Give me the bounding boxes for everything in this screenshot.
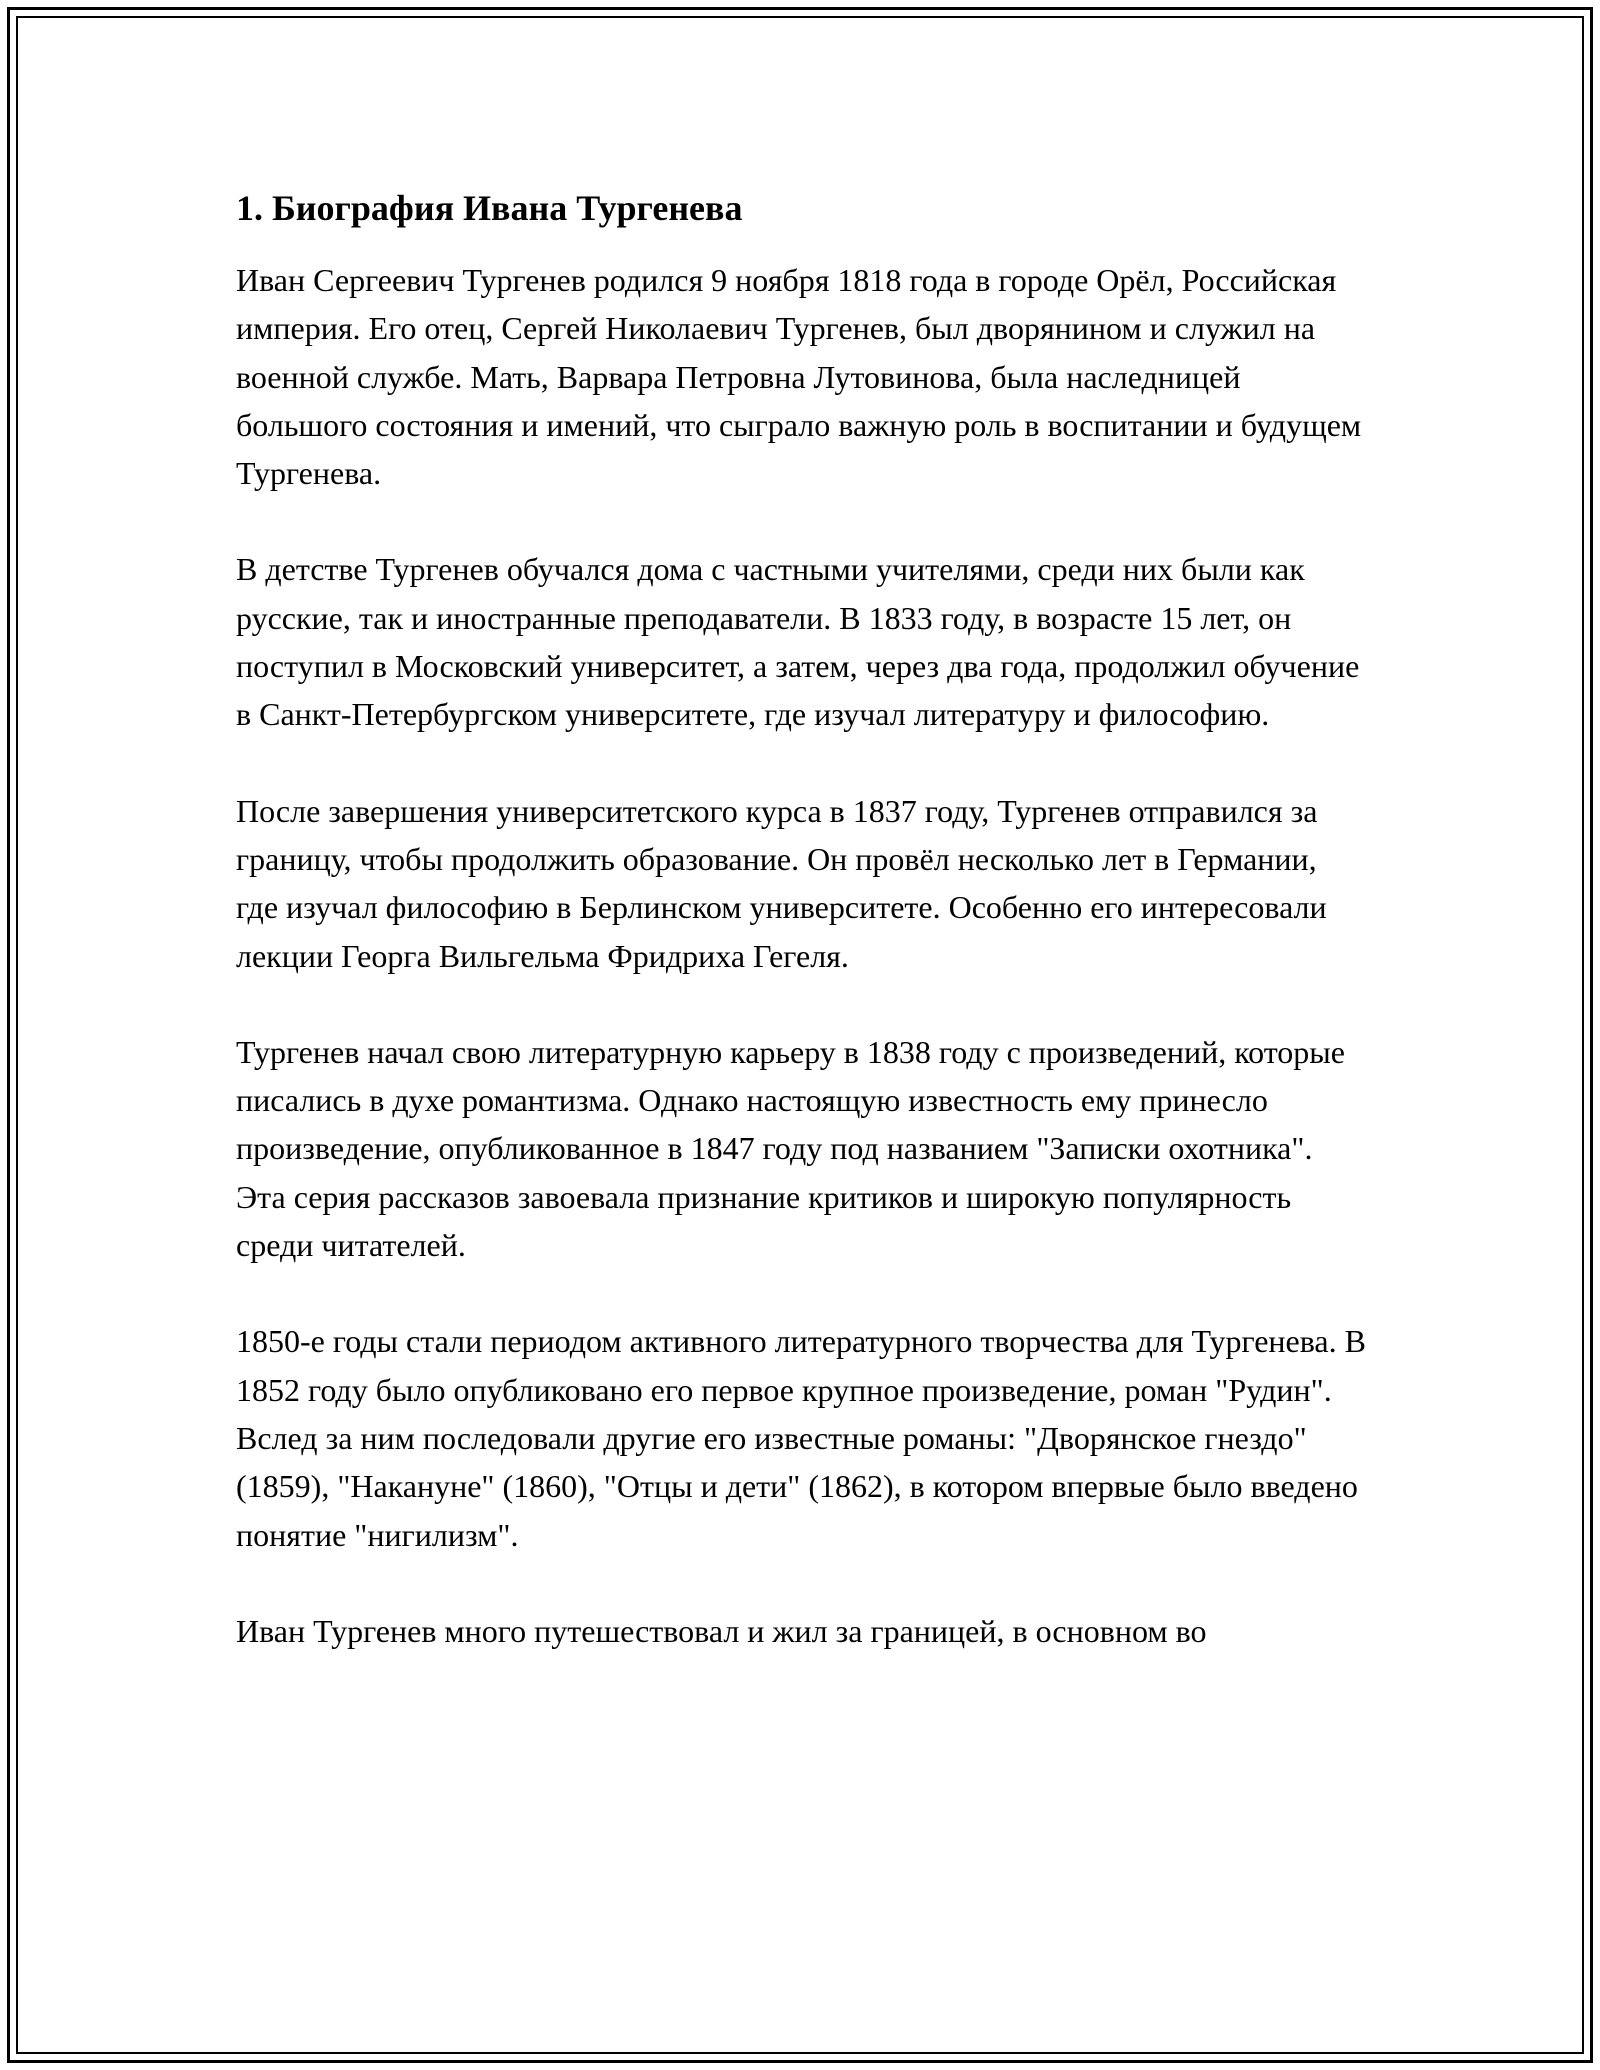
paragraph-germany: После завершения университетского курса в 1837 году, Тургенев отправился за границу, чтобы продолжить образование. Он провёл несколько лет в Германии, где изучал философию в Берлинском университете. Особенно его интересовали лекции Георга Вильгельма Фридриха Гегеля.: [236, 792, 1327, 974]
section-heading: 1. Биография Ивана Тургенева: [236, 188, 743, 228]
paragraph-literary-career: Тургенев начал свою литературную карьеру в 1838 году с произведений, которые писались в духе романтизма. Однако настоящую известность ему принесло произведение, опубликованное в 1847 году под названием "Записки охотника". Эта серия рассказов завоевала признание критиков и широкую популярность среди читателей.: [236, 1033, 1345, 1264]
paragraph-birth: Иван Сергеевич Тургенев родился 9 ноября 1818 года в городе Орёл, Российская империя. Его отец, Сергей Николаевич Тургенев, был дворянином и служил на военной службе. Мать, Варвара Петровна Лутовинова, была наследницей большого состояния и имений, что сыграло важную роль в воспитании и будущем Тургенева.: [236, 262, 1362, 492]
paragraph-1850s: 1850-е годы стали периодом активного литературного творчества для Тургенева. В 1852 году было опубликовано его первое крупное произведение, роман "Рудин". Вслед за ним последовали другие его известные романы: "Дворянское гнездо" (1859), "Накануне" (1860), "Отцы и дети" (1862), в котором впервые было введено понятие "нигилизм".: [236, 1323, 1366, 1553]
paragraph-travel: Иван Тургенев много путешествовал и жил за границей, в основном во: [236, 1612, 1207, 1649]
paragraph-education: В детстве Тургенев обучался дома с частными учителями, среди них были как русские, так и иностранные преподаватели. В 1833 году, в возрасте 15 лет, он поступил в Московский университет, а затем, через два года, продолжил обучение в Санкт-Петербургском университете, где изучал литературу и философию.: [236, 551, 1360, 733]
document-body: [236, 186, 1366, 1703]
